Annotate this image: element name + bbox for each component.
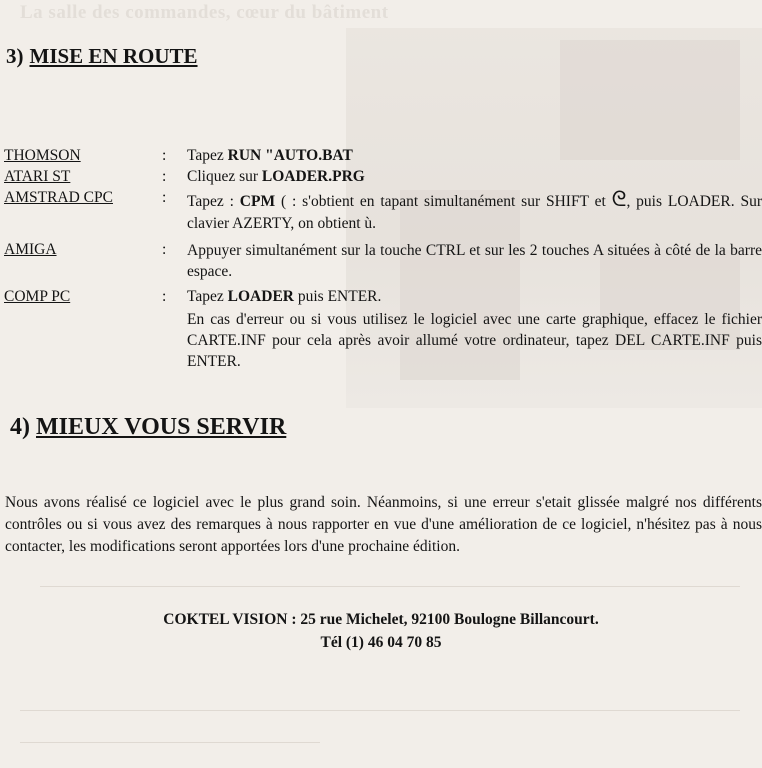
- system-instruction: Appuyer simultanément sur la touche CTRL et sur les 2 touches A situées à côté de la barre espace.: [187, 242, 762, 280]
- section-3-number: 3): [6, 44, 24, 68]
- contact-address: COKTEL VISION : 25 rue Michelet, 92100 Boulogne Billancourt.: [163, 611, 599, 628]
- system-instruction: Tapez RUN "AUTO.BAT: [187, 147, 353, 164]
- system-name: THOMSON: [4, 147, 81, 164]
- bleed-through-line: [20, 710, 740, 721]
- bleed-through-line: [40, 586, 740, 597]
- section-3-heading: [6, 44, 198, 69]
- bleed-through-heading: La salle des commandes, cœur du bâtiment: [20, 2, 389, 23]
- system-name: AMIGA: [4, 241, 57, 258]
- system-instruction: Cliquez sur LOADER.PRG: [187, 168, 365, 185]
- section-4-number: 4): [10, 414, 30, 440]
- contact-phone: Tél (1) 46 04 70 85: [320, 634, 442, 651]
- row-colon: :: [162, 168, 167, 185]
- bleed-through-line: [20, 742, 320, 753]
- row-colon: :: [162, 288, 167, 305]
- system-instruction: Tapez LOADER puis ENTER.: [187, 288, 382, 305]
- system-name: AMSTRAD CPC: [4, 189, 113, 206]
- system-name: ATARI ST: [4, 168, 71, 185]
- system-name: COMP PC: [4, 288, 71, 305]
- row-colon: :: [162, 147, 167, 164]
- section-4-title: MIEUX VOUS SERVIR: [36, 414, 287, 440]
- section-4-heading: [10, 414, 286, 441]
- instruction-row: [0, 240, 762, 284]
- section-4-paragraph: Nous avons réalisé ce logiciel avec le plus grand soin. Néanmoins, si une erreur s'etait glissée malgré nos différents contrôles ou si vous avez des remarques à nous rapporter en vue d'une amélioration de ce logiciel, n'hésitez pas à nous contacter, les modifications seront apportées lors d'une prochaine édition.: [5, 494, 762, 555]
- section-3-title: MISE EN ROUTE: [29, 44, 198, 68]
- instruction-row: [0, 188, 762, 232]
- bleed-through-shape: [560, 40, 740, 160]
- pc-error-note: En cas d'erreur ou si vous utilisez le logiciel avec une carte graphique, effacez le fichier CARTE.INF pour cela après avoir allumé votre ordinateur, tapez DEL CARTE.INF puis ENTER.: [187, 311, 762, 370]
- row-colon: :: [162, 241, 167, 258]
- system-instruction: Tapez : CPM ( : s'obtient en tapant simultanément sur SHIFT et ᘓ, puis LOADER. Sur clavier AZERTY, on obtient ù.: [187, 187, 762, 232]
- row-colon: :: [162, 189, 167, 206]
